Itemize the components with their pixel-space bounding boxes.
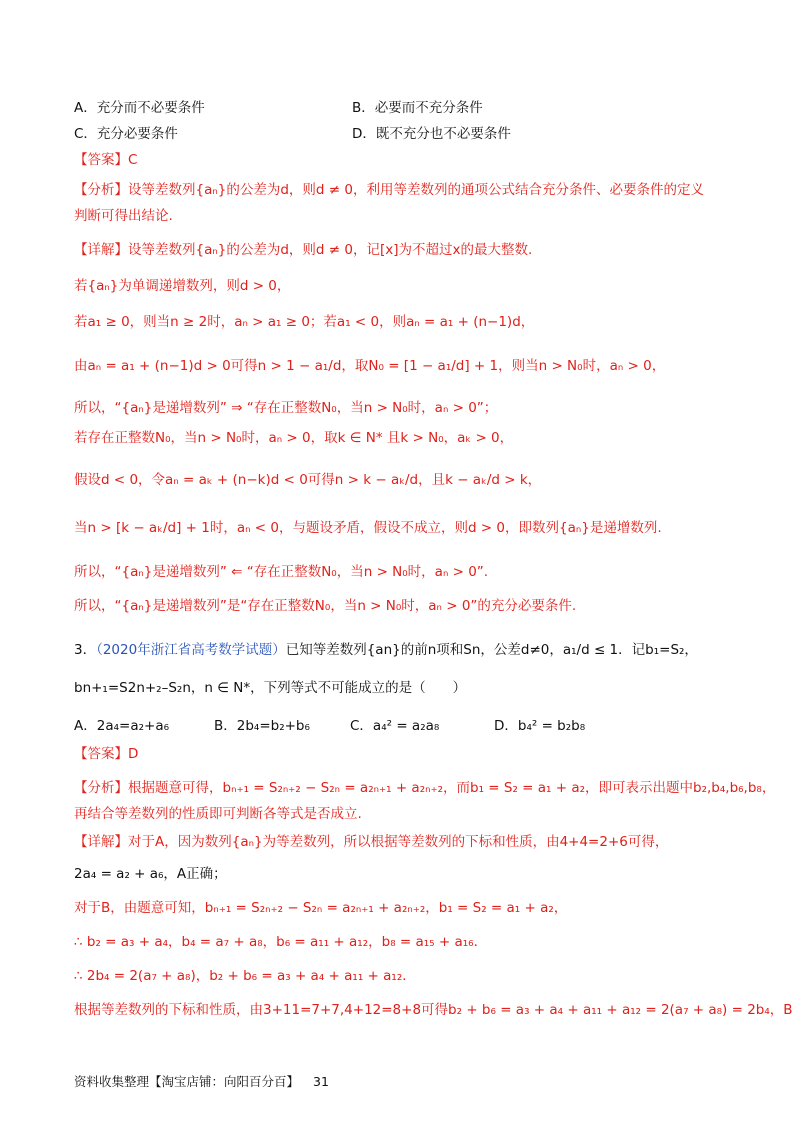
q2-solution-line-6: 假设d < 0，令aₙ = aₖ + (n−k)d < 0可得n > k − aₖ/d，且k − aₖ/d > k， xyxy=(74,472,542,488)
option-d: D．既不充分也不必要条件 xyxy=(352,126,511,142)
q3-analysis-line-1: 【分析】根据题意可得，bₙ₊₁ = S₂ₙ₊₂ − S₂ₙ = a₂ₙ₊₁ + a₂ₙ₊₂，而b₁ = S₂ = a₁ + a₂，即可表示出题中b₂,b₄,b₆,b₈， xyxy=(74,780,776,796)
q3-source: （2020年浙江省高考数学试题） xyxy=(96,642,286,658)
q3-detail-line-5: ∴ 2b₄ = 2(a₇ + a₈)，b₂ + b₆ = a₃ + a₄ + a₁₁ + a₁₂． xyxy=(74,968,416,984)
page-footer xyxy=(74,1072,329,1090)
q3-analysis-line-2: 再结合等差数列的性质即可判断各等式是否成立. xyxy=(74,806,362,822)
q2-solution-line-1: 若{aₙ}为单调递增数列，则d > 0， xyxy=(74,278,291,294)
q2-solution-line-2: 若a₁ ≥ 0，则当n ≥ 2时，aₙ > a₁ ≥ 0；若a₁ < 0，则aₙ = a₁ + (n−1)d， xyxy=(74,314,535,330)
q2-solution-line-4: 所以，“{aₙ}是递增数列” ⇒ “存在正整数N₀，当n > N₀时，aₙ > 0”； xyxy=(74,400,498,416)
q2-solution-line-7: 当n > [k − aₖ/d] + 1时，aₙ < 0，与题设矛盾，假设不成立，则d > 0，即数列{aₙ}是递增数列. xyxy=(74,520,662,536)
q3-detail-line-2: 2a₄ = a₂ + a₆，A正确； xyxy=(74,866,227,882)
q3-answer: 【答案】D xyxy=(74,746,139,762)
q2-solution-line-3: 由aₙ = a₁ + (n−1)d > 0可得n > 1 − a₁/d，取N₀ = [1 − a₁/d] + 1，则当n > N₀时，aₙ > 0， xyxy=(74,358,666,374)
q3-stem-text-1: 已知等差数列{an}的前n项和Sn，公差d≠0，a₁/d ≤ 1．记b₁=S₂， xyxy=(285,642,698,658)
q2-analysis-line-2: 判断可得出结论. xyxy=(74,208,173,224)
option-b: B．必要而不充分条件 xyxy=(352,100,483,116)
q3-option-b: B．2b₄=b₂+b₆ xyxy=(214,718,310,734)
q3-detail-line-6: 根据等差数列的下标和性质，由3+11=7+7,4+12=8+8可得b₂ + b₆ = a₃ + a₄ + a₁₁ + a₁₂ = 2(a₇ + a₈) = 2b₄，B xyxy=(74,1002,793,1018)
option-c: C．充分必要条件 xyxy=(74,126,178,142)
q3-detail-line-4: ∴ b₂ = a₃ + a₄，b₄ = a₇ + a₈，b₆ = a₁₁ + a₁₂，b₈ = a₁₅ + a₁₆． xyxy=(74,934,488,950)
q3-option-c: C．a₄² = a₂a₈ xyxy=(350,718,440,734)
q2-analysis-line-1: 【分析】设等差数列{aₙ}的公差为d，则d ≠ 0，利用等差数列的通项公式结合充分条件、必要条件的定义 xyxy=(74,182,704,198)
q2-solution-line-9: 所以，“{aₙ}是递增数列”是“存在正整数N₀，当n > N₀时，aₙ > 0”的充分必要条件. xyxy=(74,598,577,614)
q3-stem-line-2: bn+₁=S2n+₂–S₂n，n ∈ N*，下列等式不可能成立的是（ ） xyxy=(74,680,467,696)
q3-detail-line-3: 对于B，由题意可知，bₙ₊₁ = S₂ₙ₊₂ − S₂ₙ = a₂ₙ₊₁ + a₂ₙ₊₂，b₁ = S₂ = a₁ + a₂， xyxy=(74,900,568,916)
q2-detail-line-1: 【详解】设等差数列{aₙ}的公差为d，则d ≠ 0，记[x]为不超过x的最大整数. xyxy=(74,242,533,258)
q3-option-a: A．2a₄=a₂+a₆ xyxy=(74,718,170,734)
page-number: 31 xyxy=(313,1074,329,1089)
footer-text: 资料收集整理【淘宝店铺：向阳百分百】 xyxy=(74,1074,300,1089)
q3-option-d: D．b₄² = b₂b₈ xyxy=(494,718,586,734)
q2-answer: 【答案】C xyxy=(74,152,138,168)
q3-detail-line-1: 【详解】对于A，因为数列{aₙ}为等差数列，所以根据等差数列的下标和性质，由4+4=2+6可得， xyxy=(74,834,669,850)
q2-solution-line-8: 所以，“{aₙ}是递增数列” ⇐ “存在正整数N₀，当n > N₀时，aₙ > 0”. xyxy=(74,564,489,580)
q3-stem-line-1 xyxy=(74,640,698,660)
option-a: A．充分而不必要条件 xyxy=(74,100,205,116)
q3-number: 3． xyxy=(74,642,97,658)
q2-solution-line-5: 若存在正整数N₀，当n > N₀时，aₙ > 0，取k ∈ N* 且k > N₀，aₖ > 0， xyxy=(74,430,514,446)
